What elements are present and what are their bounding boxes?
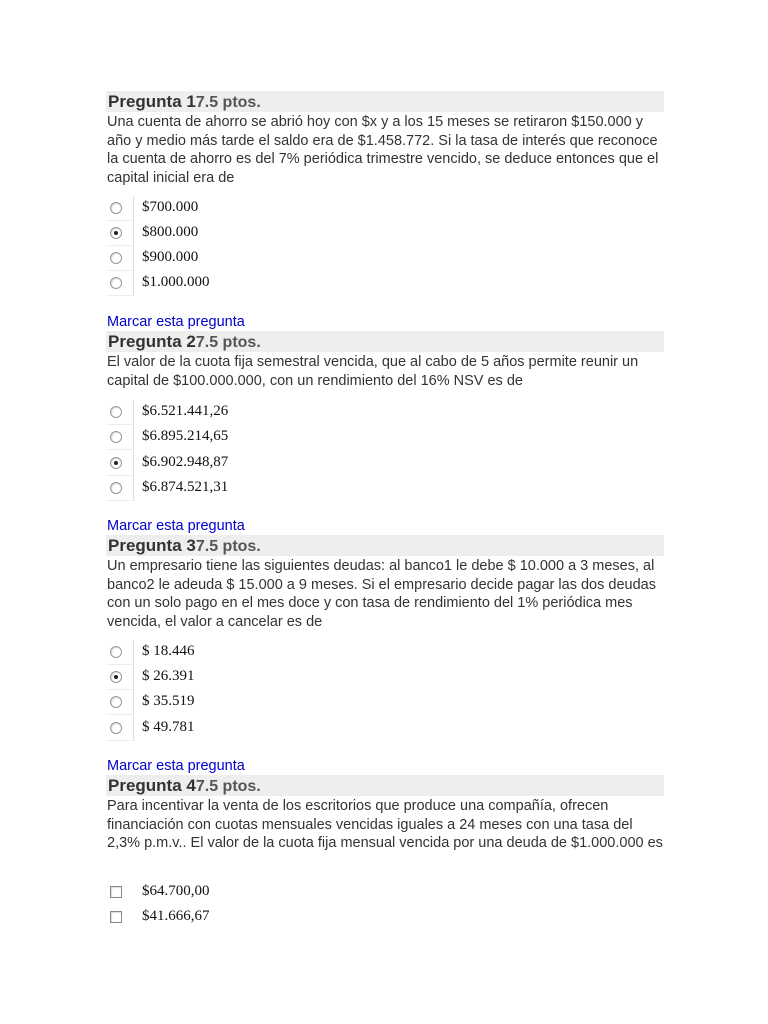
question-4-text: Para incentivar la venta de los escritorios que produce una compañía, ofrecen financiación con cuotas mensuales vencidas iguales a 24 meses con una tasa del 2,3% p.m.v.. El valor de la cuota fija mensual vencida por una deuda de $1.000.000 es bbox=[107, 798, 663, 851]
question-1-option-3[interactable] bbox=[106, 246, 406, 270]
option-label: $6.874.521,31 bbox=[142, 479, 229, 495]
checkbox[interactable] bbox=[110, 886, 122, 898]
option-label: $ 26.391 bbox=[142, 668, 195, 684]
question-4-header bbox=[106, 775, 664, 796]
option-label: $64.700,00 bbox=[142, 883, 210, 899]
option-label: $6.895.214,65 bbox=[142, 428, 229, 444]
option-label: $41.666,67 bbox=[142, 908, 210, 924]
mark-question-2-link[interactable]: Marcar esta pregunta bbox=[107, 518, 245, 534]
checkbox[interactable] bbox=[110, 911, 122, 923]
question-1-option-1[interactable] bbox=[106, 196, 406, 220]
question-3-option-4[interactable] bbox=[106, 716, 406, 740]
question-3-option-2[interactable] bbox=[106, 665, 406, 689]
question-2-option-3[interactable] bbox=[106, 451, 406, 475]
radio-button[interactable] bbox=[110, 722, 122, 734]
question-3-header bbox=[106, 535, 664, 556]
option-label: $ 18.446 bbox=[142, 643, 195, 659]
radio-button[interactable] bbox=[110, 696, 122, 708]
option-label: $700.000 bbox=[142, 199, 199, 215]
question-3-text: Un empresario tiene las siguientes deudas: al banco1 le debe $ 10.000 a 3 meses, al banco2 le adeuda $ 15.000 a 9 meses. Si el empresario decide pagar las dos deudas con un solo pago en el mes doce y con tasa de rendimiento del 1% periódica mes vencida, el valor a cancelar es de bbox=[107, 558, 656, 630]
radio-button[interactable] bbox=[110, 202, 122, 214]
question-1-option-4[interactable] bbox=[106, 271, 406, 295]
radio-button[interactable] bbox=[110, 646, 122, 658]
question-1-text: Una cuenta de ahorro se abrió hoy con $x y a los 15 meses se retiraron $150.000 y año y medio más tarde el saldo era de $1.458.772. Si la tasa de interés que reconoce la cuenta de ahorro es del 7% periódica trimestre vencido, se deduce entonces que el capital inicial era de bbox=[107, 114, 659, 186]
option-label: $6.902.948,87 bbox=[142, 454, 229, 470]
radio-button-selected[interactable] bbox=[110, 457, 122, 469]
question-4-option-2[interactable] bbox=[106, 905, 406, 929]
question-1-option-2[interactable] bbox=[106, 221, 406, 245]
question-1-header bbox=[106, 91, 664, 112]
radio-button-selected[interactable] bbox=[110, 671, 122, 683]
mark-question-3-link[interactable]: Marcar esta pregunta bbox=[107, 758, 245, 774]
question-2-option-4[interactable] bbox=[106, 476, 406, 500]
option-label: $800.000 bbox=[142, 224, 199, 240]
option-label: $1.000.000 bbox=[142, 274, 210, 290]
question-2-title: Pregunta 27.5 ptos. bbox=[108, 332, 261, 351]
question-3-option-3[interactable] bbox=[106, 690, 406, 714]
radio-button[interactable] bbox=[110, 431, 122, 443]
option-label: $900.000 bbox=[142, 249, 199, 265]
question-3-title: Pregunta 37.5 ptos. bbox=[108, 536, 261, 555]
question-2-option-2[interactable] bbox=[106, 425, 406, 449]
radio-button[interactable] bbox=[110, 406, 122, 418]
question-2-option-1[interactable] bbox=[106, 400, 406, 424]
radio-button-selected[interactable] bbox=[110, 227, 122, 239]
question-2-text: El valor de la cuota fija semestral vencida, que al cabo de 5 años permite reunir un capital de $100.000.000, con un rendimiento del 16% NSV es de bbox=[107, 354, 639, 389]
option-label: $6.521.441,26 bbox=[142, 403, 229, 419]
option-label: $ 49.781 bbox=[142, 719, 195, 735]
question-3-option-1[interactable] bbox=[106, 640, 406, 664]
option-label: $ 35.519 bbox=[142, 693, 195, 709]
question-4-option-1[interactable] bbox=[106, 880, 406, 904]
question-1-title: Pregunta 17.5 ptos. bbox=[108, 92, 261, 111]
radio-button[interactable] bbox=[110, 482, 122, 494]
question-2-header bbox=[106, 331, 664, 352]
question-4-title: Pregunta 47.5 ptos. bbox=[108, 776, 261, 795]
radio-button[interactable] bbox=[110, 277, 122, 289]
radio-button[interactable] bbox=[110, 252, 122, 264]
mark-question-1-link[interactable]: Marcar esta pregunta bbox=[107, 314, 245, 330]
